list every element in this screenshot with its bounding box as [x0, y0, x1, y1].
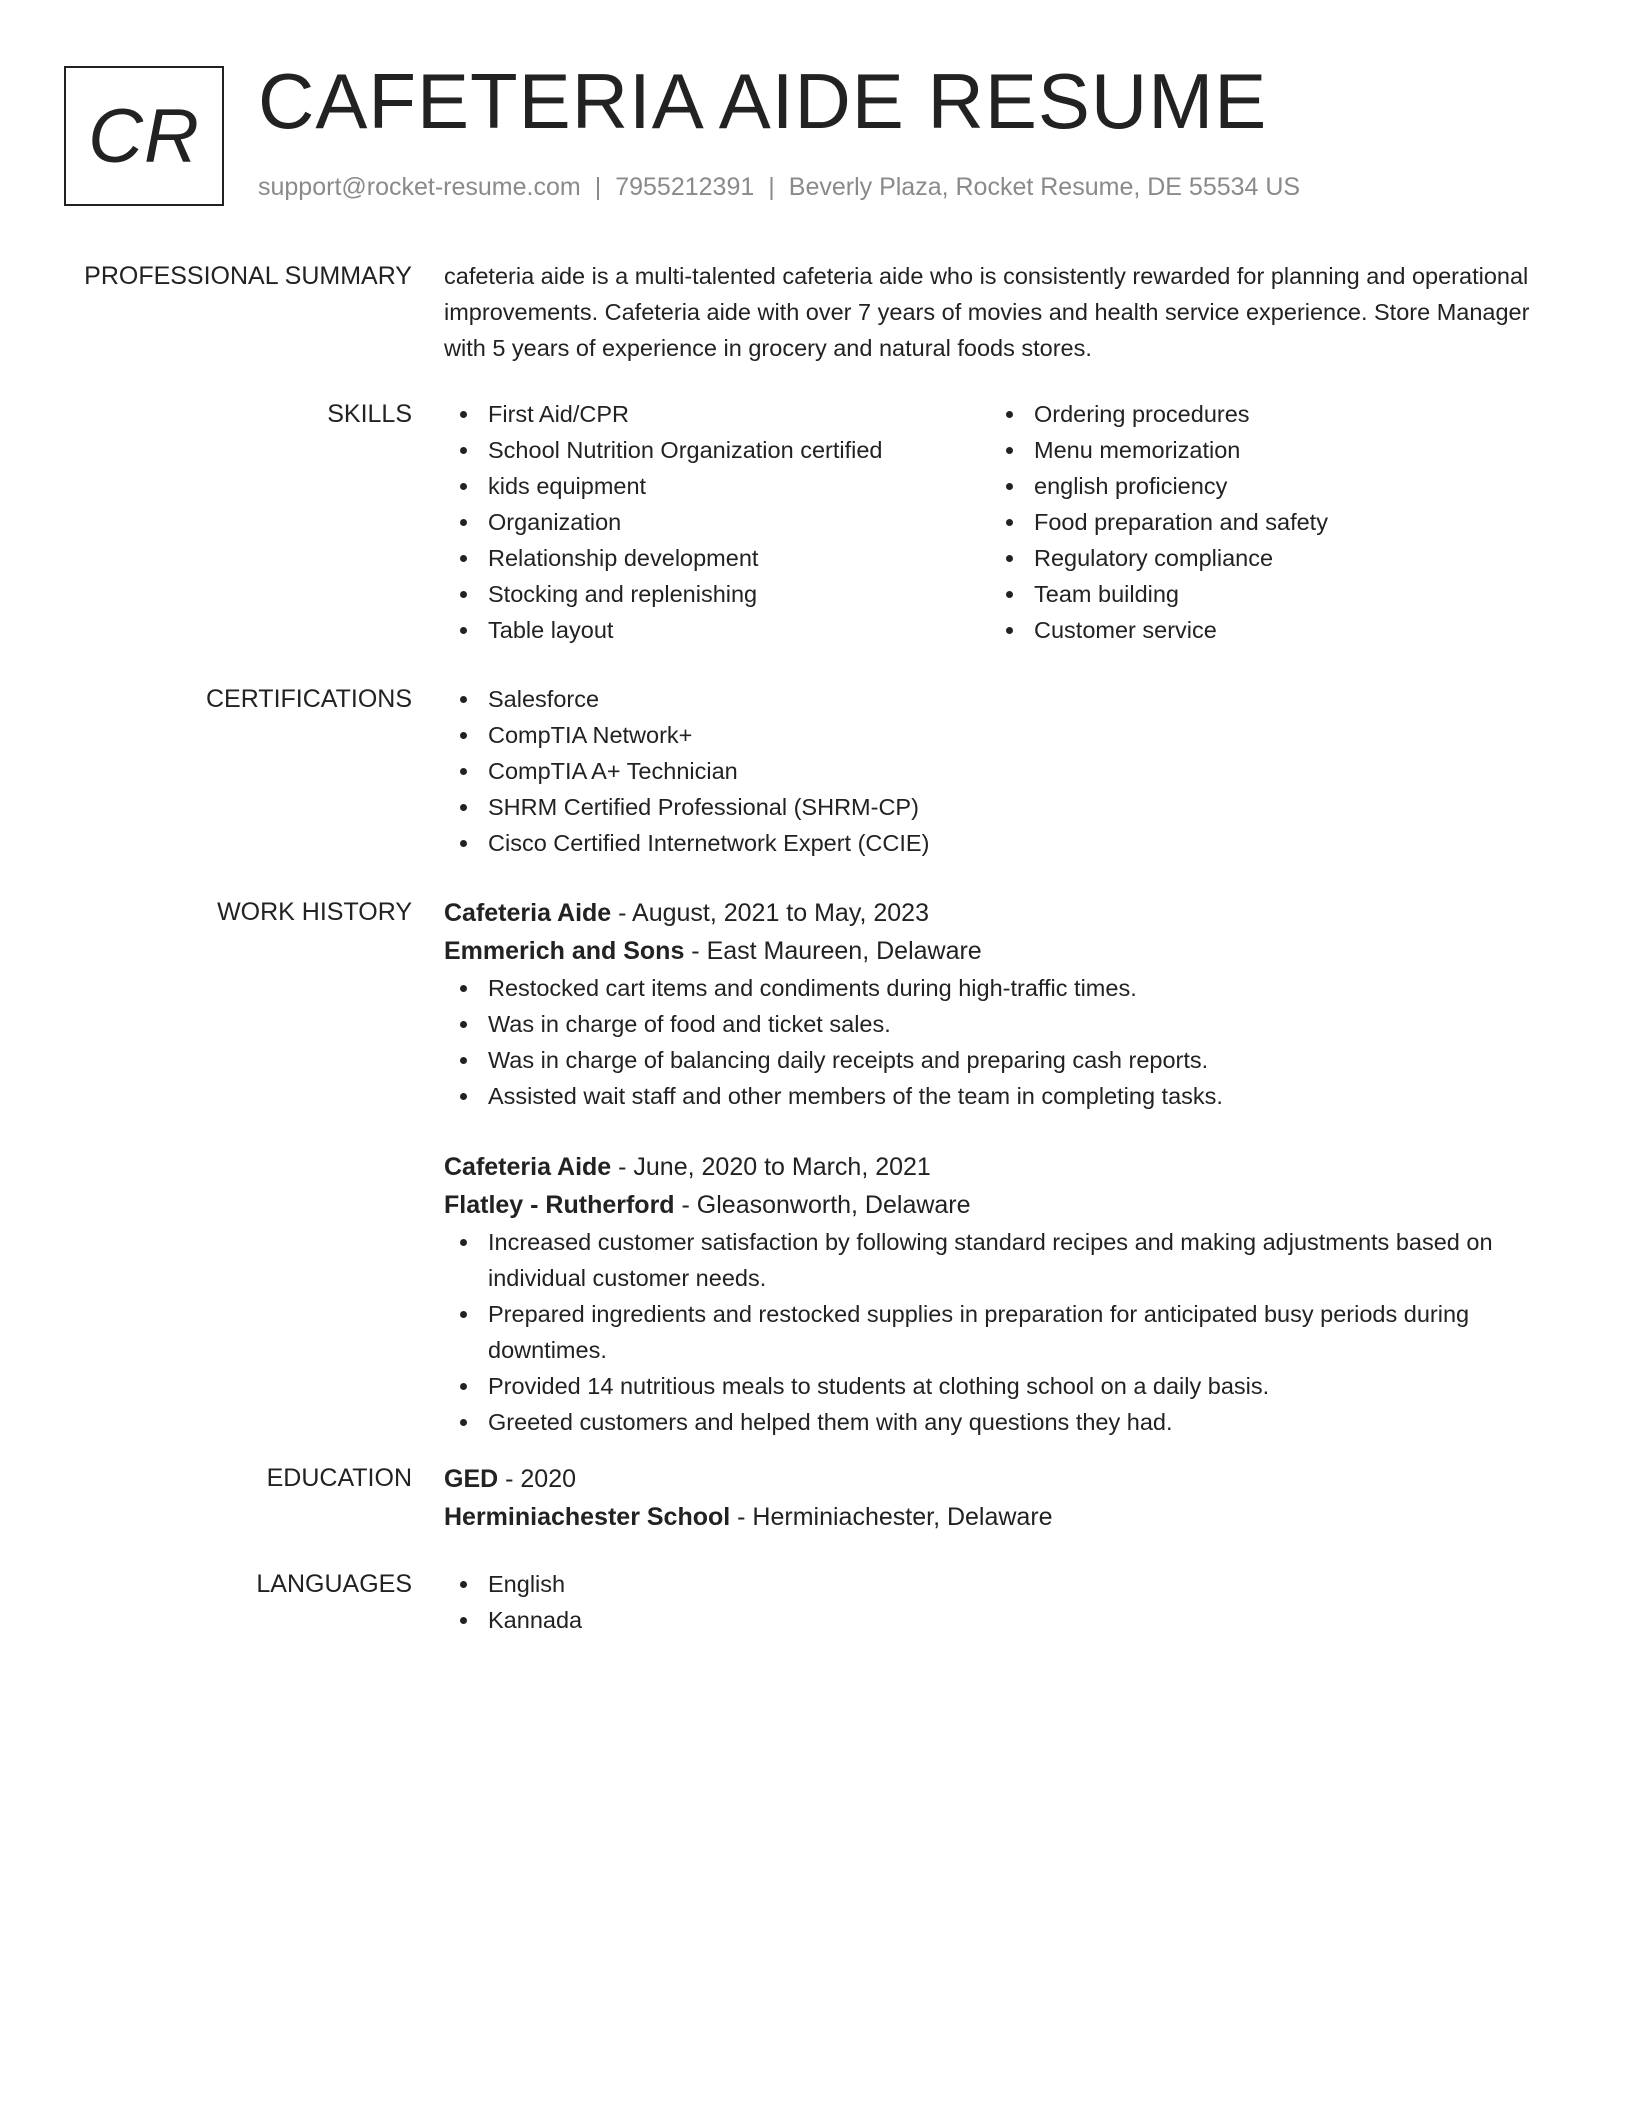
certification-item: CompTIA Network+ [444, 717, 1556, 753]
job-duty: Restocked cart items and condiments during high-traffic times. [444, 970, 1556, 1006]
skill-item: Team building [990, 576, 1536, 612]
contact-address: Beverly Plaza, Rocket Resume, DE 55534 US [788, 173, 1301, 201]
job-company-line [444, 1186, 1556, 1224]
certifications-list [444, 681, 1556, 861]
skill-item: Menu memorization [990, 432, 1536, 468]
education-section [0, 1460, 1632, 1536]
skill-item: Food preparation and safety [990, 504, 1536, 540]
languages-section [0, 1566, 1632, 1638]
job-duty: Provided 14 nutritious meals to students at clothing school on a daily basis. [444, 1368, 1556, 1404]
contact-separator: | [594, 173, 602, 201]
skill-item: Stocking and replenishing [444, 576, 990, 612]
skill-item: Regulatory compliance [990, 540, 1536, 576]
certifications-section [0, 681, 1632, 861]
contact-line [258, 173, 1300, 202]
certification-item: SHRM Certified Professional (SHRM-CP) [444, 789, 1556, 825]
job-location: - Gleasonworth, Delaware [674, 1191, 971, 1219]
skills-list-right [990, 396, 1536, 648]
job-company-line [444, 932, 1556, 970]
skills-list-left [444, 396, 990, 648]
skills-section [0, 396, 1632, 648]
skill-item: School Nutrition Organization certified [444, 432, 990, 468]
language-item: English [444, 1566, 1556, 1602]
contact-email: support@rocket-resume.com [258, 173, 581, 201]
job-dates: - June, 2020 to March, 2021 [611, 1153, 931, 1181]
skill-item: Organization [444, 504, 990, 540]
work-history-section [0, 894, 1632, 1440]
monogram-logo: CR [64, 66, 224, 206]
resume-title: CAFETERIA AIDE RESUME [258, 57, 1268, 145]
job-company: Flatley - Rutherford [444, 1191, 675, 1219]
job-duty: Was in charge of balancing daily receipts and preparing cash reports. [444, 1042, 1556, 1078]
job-duties-list [444, 970, 1556, 1114]
section-label: PROFESSIONAL SUMMARY [84, 262, 412, 290]
job-duty: Increased customer satisfaction by following standard recipes and making adjustments based on individual customer needs. [444, 1224, 1556, 1296]
education-school: Herminiachester School [444, 1503, 731, 1531]
skill-item: Customer service [990, 612, 1536, 648]
job-duty: Was in charge of food and ticket sales. [444, 1006, 1556, 1042]
skill-item: Ordering procedures [990, 396, 1536, 432]
job-title-line [444, 894, 1556, 932]
skill-item: Table layout [444, 612, 990, 648]
job-entry [444, 1148, 1556, 1440]
certifications-body [444, 681, 1556, 861]
education-location: - Herminiachester, Delaware [730, 1503, 1053, 1531]
summary-text: cafeteria aide is a multi-talented cafeteria aide who is consistently rewarded for planning and operational improvements. Cafeteria aide with over 7 years of movies and health service experience. Store Manager with 5 years of experience in grocery and natural foods stores. [444, 263, 1530, 361]
certification-item: Cisco Certified Internetwork Expert (CCIE) [444, 825, 1556, 861]
job-duties-list [444, 1224, 1556, 1440]
education-year: - 2020 [498, 1465, 577, 1493]
section-label: WORK HISTORY [217, 898, 412, 926]
education-body [444, 1460, 1556, 1536]
contact-separator: | [768, 173, 775, 201]
skills-grid [444, 396, 1556, 648]
job-duty: Prepared ingredients and restocked supplies in preparation for anticipated busy periods during downtimes. [444, 1296, 1556, 1368]
job-entry [444, 894, 1556, 1114]
section-label: CERTIFICATIONS [205, 685, 412, 713]
education-school-line [444, 1498, 1556, 1536]
section-label: EDUCATION [266, 1464, 412, 1492]
summary-section [0, 258, 1632, 366]
resume-sections [0, 258, 1632, 1638]
job-company: Emmerich and Sons [444, 937, 685, 965]
skill-item: Relationship development [444, 540, 990, 576]
job-location: - East Maureen, Delaware [684, 937, 982, 965]
language-item: Kannada [444, 1602, 1556, 1638]
contact-phone: 7955212391 [615, 173, 755, 201]
certification-item: Salesforce [444, 681, 1556, 717]
job-title-line [444, 1148, 1556, 1186]
skill-item: english proficiency [990, 468, 1536, 504]
job-duty: Greeted customers and helped them with any questions they had. [444, 1404, 1556, 1440]
job-title: Cafeteria Aide [444, 899, 612, 927]
languages-list [444, 1566, 1556, 1638]
education-degree: GED [444, 1465, 499, 1493]
education-degree-line [444, 1460, 1556, 1498]
job-duty: Assisted wait staff and other members of the team in completing tasks. [444, 1078, 1556, 1114]
section-label: LANGUAGES [256, 1570, 412, 1598]
section-label: SKILLS [327, 400, 412, 428]
skill-item: kids equipment [444, 468, 990, 504]
certification-item: CompTIA A+ Technician [444, 753, 1556, 789]
work-history-body [444, 894, 1556, 1440]
skill-item: First Aid/CPR [444, 396, 990, 432]
job-dates: - August, 2021 to May, 2023 [611, 899, 929, 927]
languages-body [444, 1566, 1556, 1638]
job-title: Cafeteria Aide [444, 1153, 612, 1181]
